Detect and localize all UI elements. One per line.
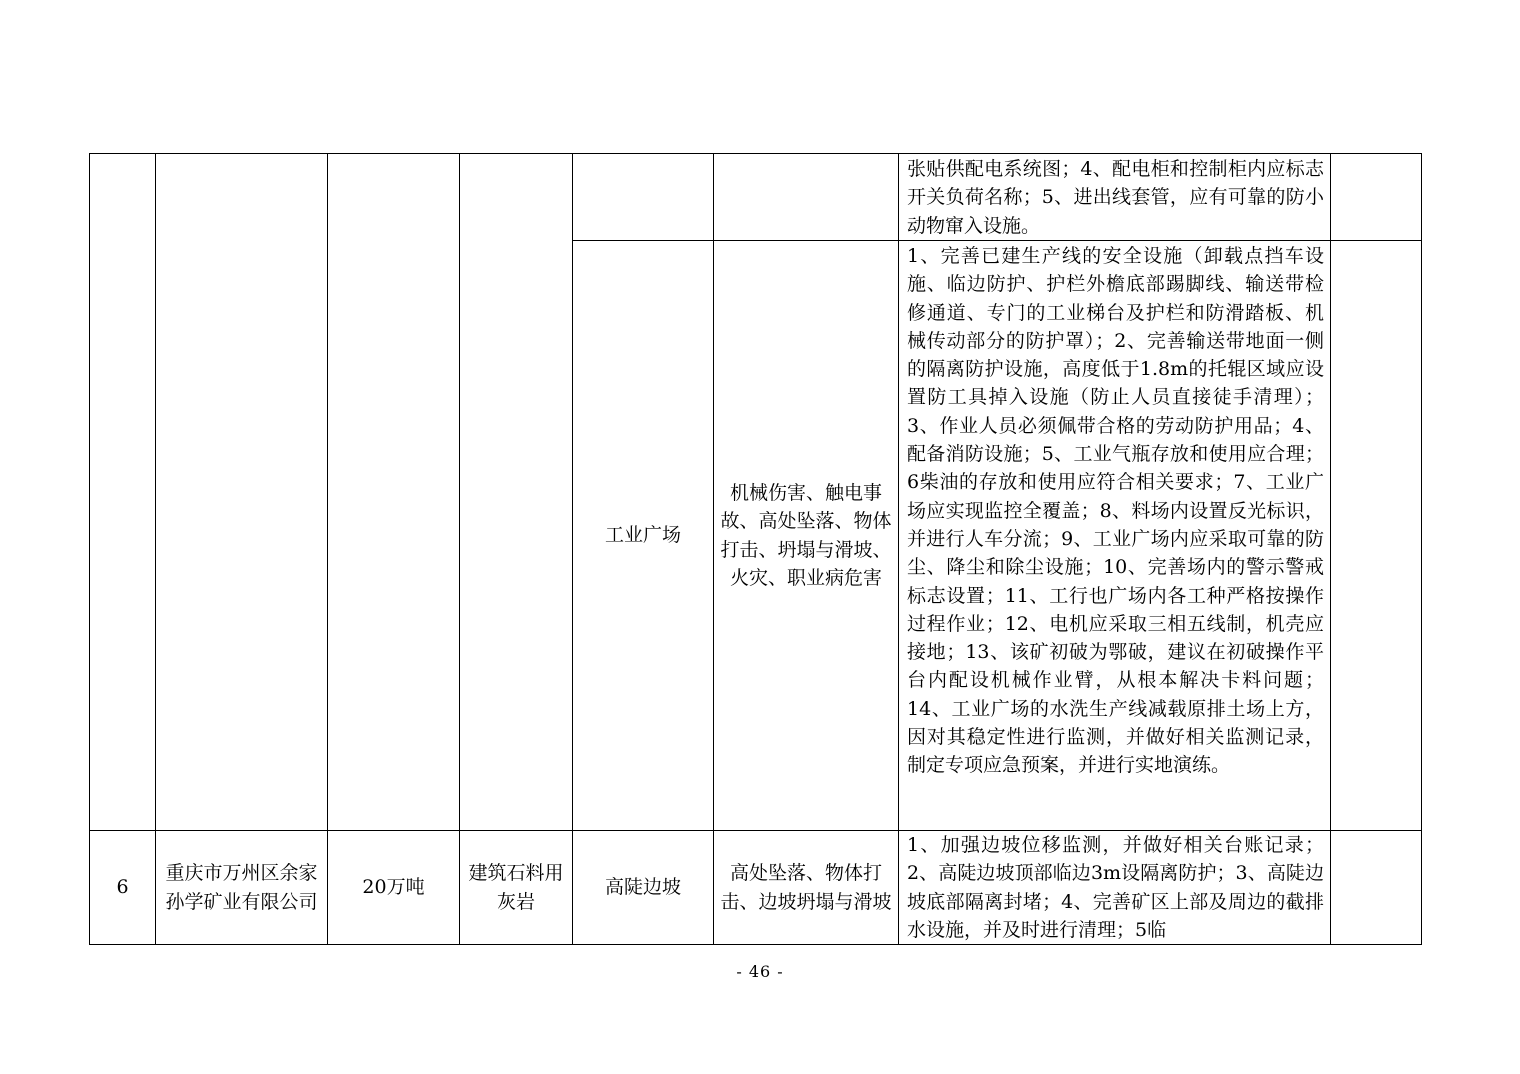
production-scale: 20万吨: [362, 876, 425, 899]
measures-text: 1、完善已建生产线的安全设施（卸载点挡车设施、临边防护、护栏外檐底部踢脚线、输送带检修通道、专门的工业梯台及护栏和防滑踏板、机械传动部分的防护罩）；2、完善输送带地面一侧的隔离防护设施，高度低于1.8m的托辊区域应设置防工具掉入设施（防止人员直接徒手清理）；3、作业人员必须佩带合格的劳动防护用品；4、配备消防设施；5、工业气瓶存放和使用应合理；6柴油的存放和使用应符合相关要求；7、工业广场应实现监控全覆盖；8、料场内设置反光标识，并进行人车分流；9、工业广场内应采取可靠的防尘、降尘和除尘设施；10、完善场内的警示警戒标志设置；11、工行也广场内各工种严格按操作过程作业；12、电机应采取三相五线制，机壳应接地；13、该矿初破为鄂破，建议在初破操作平台内配设机械作业臂，从根本解决卡料问题；14、工业广场的水洗生产线减载原排土场上方，因对其稳定性进行监测，并做好相关监测记录，制定专项应急预案，并进行实地演练。: [907, 245, 1324, 777]
mineral-type: 建筑石料用灰岩: [468, 862, 564, 913]
measures-text: 张贴供配电系统图；4、配电柜和控制柜内应标志开关负荷名称；5、进出线套管，应有可靠的防小动物窜入设施。: [907, 158, 1324, 237]
hazards-cell: [714, 241, 899, 831]
no-cell: [90, 831, 156, 945]
remarks-cell: [1331, 831, 1422, 945]
hazards-cell-empty: [714, 154, 899, 241]
scale-cell: [328, 831, 460, 945]
site-cell: [573, 241, 714, 831]
mineral-cell-continued: [460, 154, 573, 831]
company-cell-continued: [156, 154, 328, 831]
no-cell-continued: [90, 154, 156, 831]
table-row: [90, 831, 1422, 945]
measures-cell: [899, 831, 1331, 945]
hazards-cell: [714, 831, 899, 945]
scale-cell-continued: [328, 154, 460, 831]
page-number: - 46 -: [736, 962, 784, 981]
site-cell: [573, 831, 714, 945]
remarks-cell: [1331, 154, 1422, 241]
hazard-table: [89, 153, 1422, 945]
site-cell-empty: [573, 154, 714, 241]
mineral-cell: [460, 831, 573, 945]
row-number: 6: [116, 876, 129, 899]
table-row: [90, 154, 1422, 241]
company-cell: [156, 831, 328, 945]
company-name: 重庆市万州区余家孙学矿业有限公司: [165, 862, 318, 913]
measures-text: 1、加强边坡位移监测，并做好相关台账记录；2、高陡边坡顶部临边3m设隔离防护；3、高陡边坡底部隔离封堵；4、完善矿区上部及周边的截排水设施，并及时进行清理；5临: [907, 834, 1324, 941]
measures-cell: [899, 241, 1331, 831]
site-text: 高陡边坡: [604, 876, 681, 899]
site-text: 工业广场: [604, 524, 681, 547]
measures-cell-continued: [899, 154, 1331, 241]
remarks-cell: [1331, 241, 1422, 831]
hazards-text: 机械伤害、触电事故、高处坠落、物体打击、坍塌与滑坡、火灾、职业病危害: [720, 481, 892, 589]
hazards-text: 高处坠落、物体打击、边坡坍塌与滑坡: [720, 862, 892, 913]
